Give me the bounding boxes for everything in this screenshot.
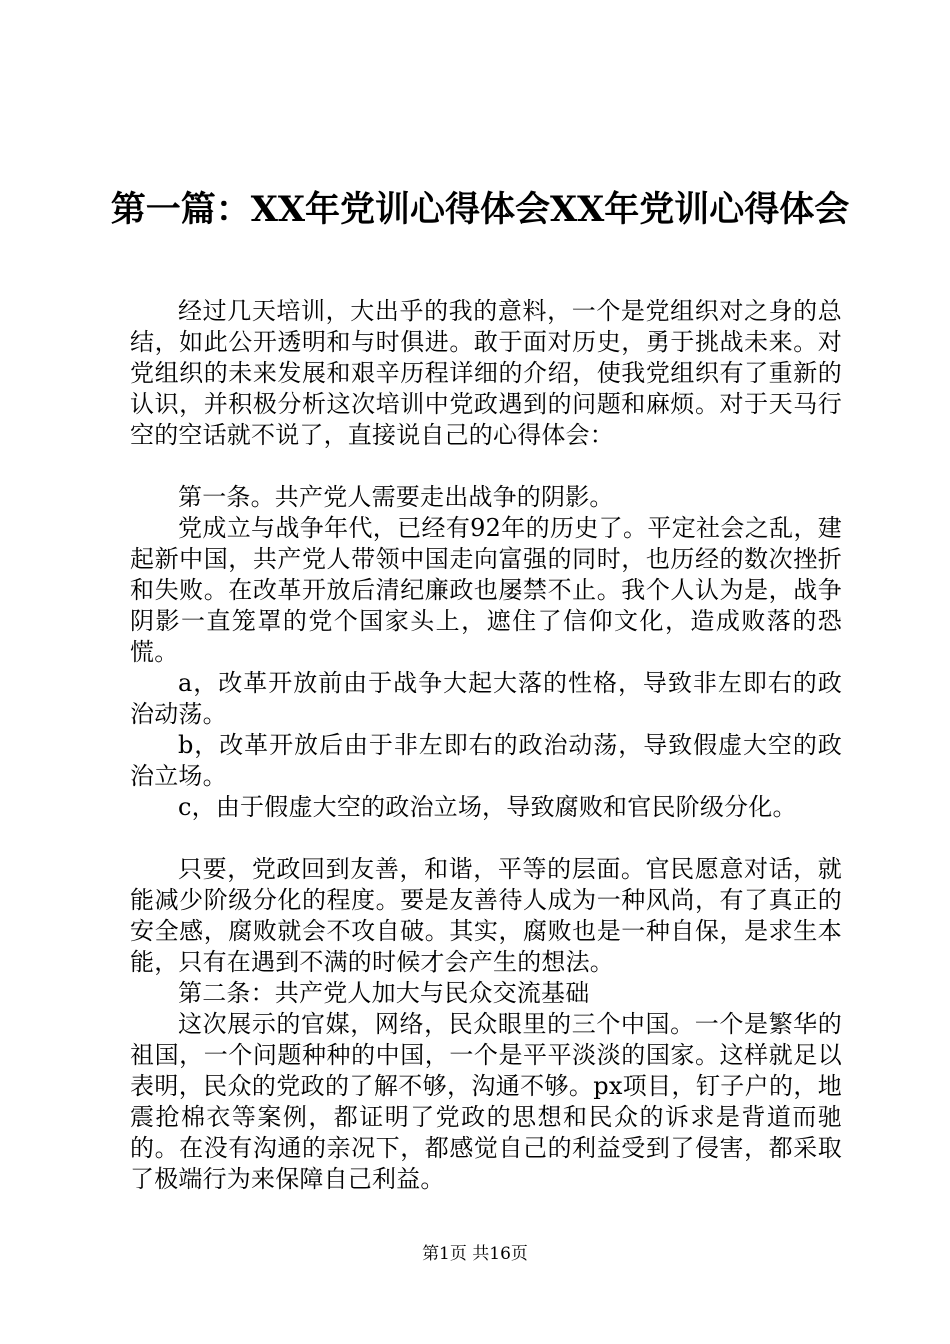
- document-title: 第一篇：XX年党训心得体会XX年党训心得体会: [110, 189, 850, 230]
- page-footer: 第1页 共16页: [422, 1244, 528, 1264]
- paragraph-communication: 这次展示的官媒，网络，民众眼里的三个中国。一个是繁华的祖国，一个问题种种的中国，一个是平平淡淡的国家。这样就足以表明，民众的党政的了解不够，沟通不够。px项目，钉子户的，地震抢棉衣等案例，都证明了党政的思想和民众的诉求是背道而驰的。在没有沟通的亲况下，都感觉自己的利益受到了侵害，都采取了极端行为来保障自己利益。: [130, 1010, 842, 1193]
- paragraph-point-a: a，改革开放前由于战争大起大落的性格，导致非左即右的政治动荡。: [130, 669, 842, 728]
- paragraph-heading-article-2: 第二条：共产党人加大与民众交流基础: [178, 979, 590, 1007]
- paragraph-point-b: b，改革开放后由于非左即右的政治动荡，导致假虚大空的政治立场。: [130, 731, 842, 790]
- paragraph-intro: 经过几天培训，大出乎的我的意料，一个是党组织对之身的总结，如此公开透明和与时俱进。敢于面对历史，勇于挑战未来。对党组织的未来发展和艰辛历程详细的介绍，使我党组织有了重新的认识，并积极分析这次培训中党政遇到的问题和麻烦。对于天马行空的空话就不说了，直接说自己的心得体会：: [130, 297, 842, 449]
- paragraph-conclusion: 只要，党政回到友善，和谐，平等的层面。官民愿意对话，就能减少阶级分化的程度。要是友善待人成为一种风尚，有了真正的安全感，腐败就会不攻自破。其实，腐败也是一种自保，是求生本能，只有在遇到不满的时候才会产生的想法。: [130, 855, 842, 976]
- paragraph-heading-article-1: 第一条。共产党人需要走出战争的阴影。: [178, 483, 614, 511]
- paragraph-history: 党成立与战争年代，已经有92年的历史了。平定社会之乱，建起新中国，共产党人带领中国走向富强的同时，也历经的数次挫折和失败。在改革开放后清纪廉政也屡禁不止。我个人认为是，战争阴影一直笼罩的党个国家头上，遮住了信仰文化，造成败落的恐慌。: [130, 514, 842, 666]
- paragraph-point-c: c，由于假虚大空的政治立场，导致腐败和官民阶级分化。: [178, 793, 797, 821]
- document-body: [130, 296, 842, 1195]
